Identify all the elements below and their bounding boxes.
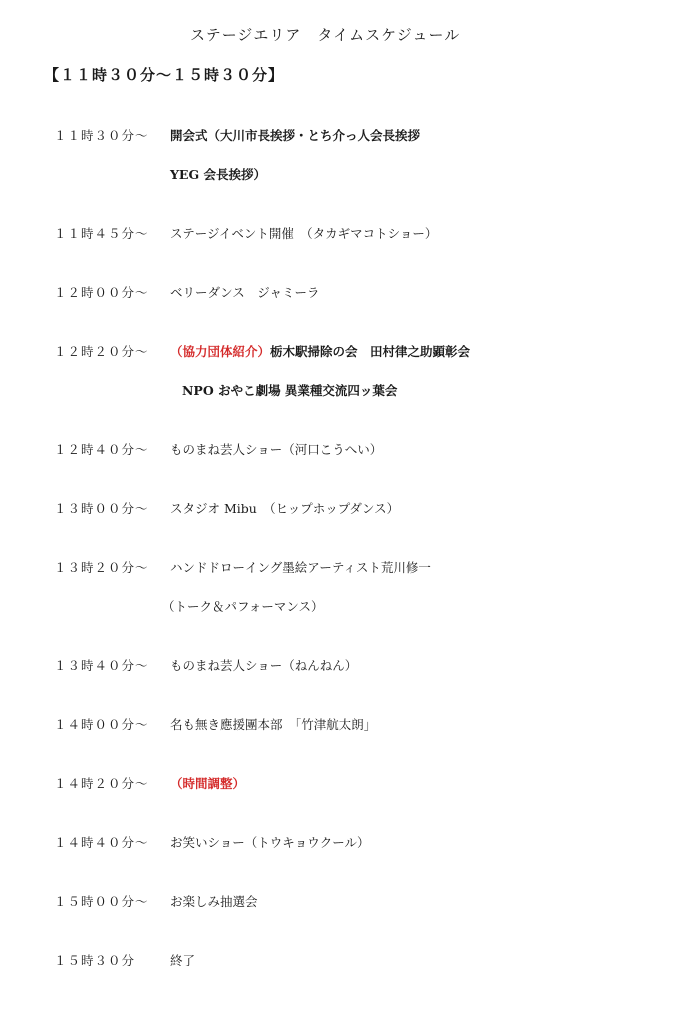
row-event: お楽しみ抽選会 bbox=[170, 894, 258, 909]
row-event: ステージイベント開催 （タカギマコトショー） bbox=[170, 226, 438, 241]
row-event: 開会式（大川市長挨拶・とち介っ人会長挨拶 bbox=[170, 128, 421, 143]
row-time: １５時００分～ bbox=[54, 894, 149, 909]
schedule-row bbox=[0, 126, 683, 148]
schedule-row bbox=[0, 283, 683, 305]
row-time: １２時４０分～ bbox=[54, 442, 149, 457]
row-event: ハンドドローイング墨絵アーティスト荒川修一 bbox=[170, 560, 431, 575]
schedule-row bbox=[0, 715, 683, 737]
row-time: １５時３０分 bbox=[54, 953, 136, 968]
row-event-continuation: （トーク＆パフォーマンス） bbox=[162, 599, 324, 614]
row-time: １４時２０分～ bbox=[54, 776, 149, 791]
cooperating-groups-label: （協力団体紹介） bbox=[170, 344, 271, 359]
schedule-row bbox=[0, 499, 683, 521]
row-time: １３時４０分～ bbox=[54, 658, 149, 673]
schedule-row-continuation bbox=[0, 165, 683, 187]
row-event: ベリーダンス ジャミーラ bbox=[170, 285, 320, 300]
schedule-row bbox=[0, 892, 683, 914]
page-title: ステージエリア タイムスケジュール bbox=[190, 26, 461, 44]
schedule-row bbox=[0, 224, 683, 246]
time-adjustment-label: （時間調整） bbox=[170, 776, 246, 791]
row-time: １２時２０分～ bbox=[54, 344, 149, 359]
schedule-row-continuation bbox=[0, 597, 683, 619]
row-event: ものまね芸人ショー（ねんねん） bbox=[170, 658, 358, 673]
row-time: １３時２０分～ bbox=[54, 560, 149, 575]
schedule-row-continuation bbox=[0, 381, 683, 403]
row-event: お笑いショー（トウキョウクール） bbox=[170, 835, 370, 850]
schedule-row bbox=[0, 951, 683, 973]
row-event-continuation: NPO おやこ劇場 異業種交流四ッ葉会 bbox=[182, 383, 398, 398]
row-time: １１時３０分～ bbox=[54, 128, 149, 143]
row-time: １４時４０分～ bbox=[54, 835, 149, 850]
row-event: 終了 bbox=[170, 953, 196, 968]
row-time: １３時００分～ bbox=[54, 501, 149, 516]
schedule-row bbox=[0, 774, 683, 796]
schedule-row bbox=[0, 440, 683, 462]
row-time: １４時００分～ bbox=[54, 717, 149, 732]
row-event: スタジオ Mibu （ヒップホップダンス） bbox=[170, 501, 400, 516]
schedule-row bbox=[0, 656, 683, 678]
time-range-heading: 【１１時３０分～１５時３０分】 bbox=[44, 66, 285, 84]
row-event: 名も無き應援團本部 「竹津航太朗」 bbox=[170, 717, 377, 732]
row-event: ものまね芸人ショー（河口こうへい） bbox=[170, 442, 383, 457]
row-time: １１時４５分～ bbox=[54, 226, 149, 241]
row-event bbox=[170, 342, 470, 360]
row-event-continuation: YEG 会長挨拶） bbox=[170, 167, 266, 182]
schedule-row bbox=[0, 342, 683, 364]
schedule-row bbox=[0, 558, 683, 580]
row-time: １２時００分～ bbox=[54, 285, 149, 300]
schedule-row bbox=[0, 833, 683, 855]
row-event-text: 栃木駅掃除の会 田村律之助顕彰会 bbox=[270, 344, 471, 359]
